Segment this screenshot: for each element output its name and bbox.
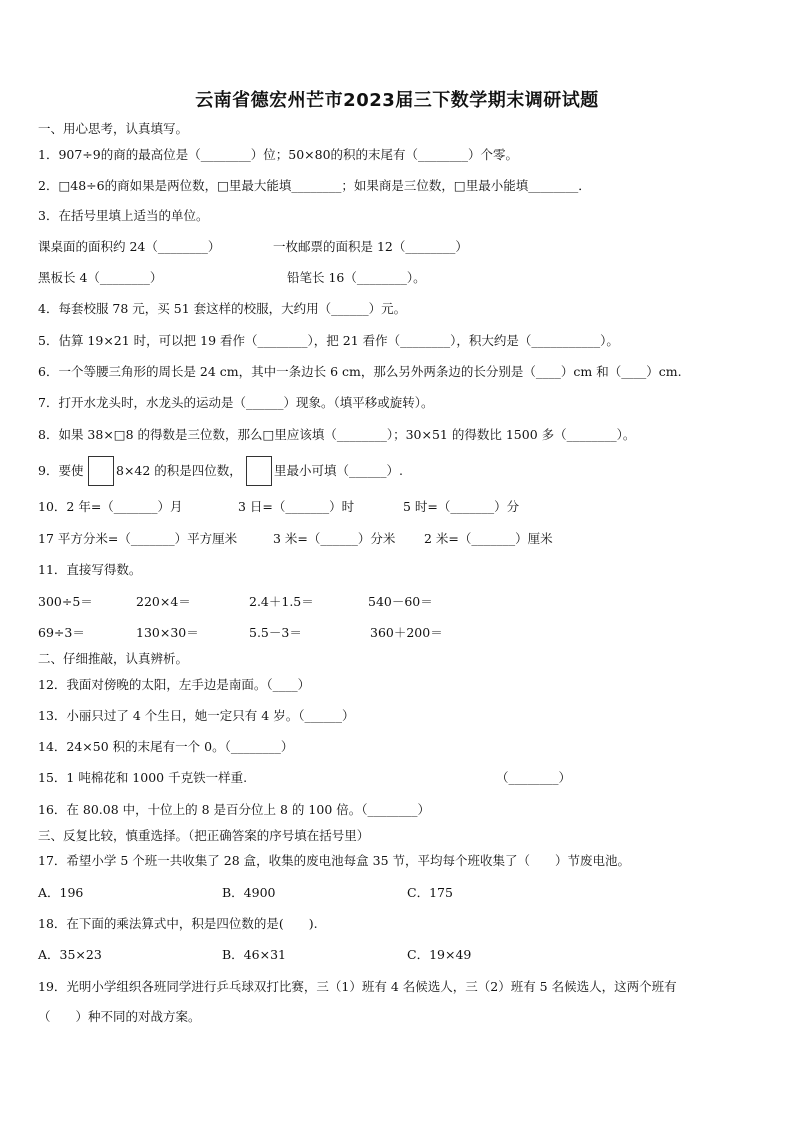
question-14: 14．24×50 积的末尾有一个 0。（________） [38, 739, 294, 754]
question-3d: 铅笔长 16（________）。 [287, 270, 426, 285]
option-b: B．46×31 [222, 947, 286, 962]
option-a: A．196 [38, 885, 84, 900]
question-19-continued: （ ）种不同的对战方案。 [38, 1009, 201, 1024]
question-9-part-a: 9．要使 [38, 463, 84, 478]
calc-item: 2.4＋1.5＝ [249, 594, 314, 609]
question-15-answer: （________） [496, 770, 572, 785]
question-1: 1．907÷9的商的最高位是（________）位；50×80的积的末尾有（________）个零。 [38, 147, 519, 162]
calc-item: 540－60＝ [368, 594, 433, 609]
question-3: 3．在括号里填上适当的单位。 [38, 208, 209, 223]
question-3a: 课桌面的面积约 24（________） [38, 239, 221, 254]
option-c: C．175 [407, 885, 453, 900]
calc-item: 5.5－3＝ [249, 625, 302, 640]
page-title: 云南省德宏州芒市2023届三下数学期末调研试题 [195, 90, 599, 111]
calc-item: 69÷3＝ [38, 625, 85, 640]
option-b: B．4900 [222, 885, 276, 900]
question-10b: 3 日=（_______）时 [238, 499, 355, 514]
calc-item: 360＋200＝ [370, 625, 443, 640]
question-10f: 2 米=（_______）厘米 [424, 531, 553, 546]
question-17: 17．希望小学 5 个班一共收集了 28 盒，收集的废电池每盒 35 节，平均每个班收集了（ ）节废电池。 [38, 853, 631, 868]
calc-item: 220×4＝ [136, 594, 191, 609]
question-7: 7．打开水龙头时，水龙头的运动是（______）现象。（填平移或旋转）。 [38, 395, 434, 410]
section-1-heading: 一、用心思考，认真填写。 [38, 121, 189, 136]
question-9-part-c: 里最小可填（______）. [274, 463, 403, 478]
question-19: 19．光明小学组织各班同学进行乒乓球双打比赛，三（1）班有 4 名候选人，三（2）班有 5 名候选人，这两个班有 [38, 979, 677, 994]
question-15: 15．1 吨棉花和 1000 千克铁一样重. [38, 770, 248, 785]
blank-box-2 [246, 456, 272, 486]
option-a: A．35×23 [38, 947, 102, 962]
question-13: 13．小丽只过了 4 个生日，她一定只有 4 岁。（______） [38, 708, 355, 723]
question-10d: 17 平方分米=（_______）平方厘米 [38, 531, 238, 546]
question-11: 11．直接写得数。 [38, 562, 142, 577]
question-18: 18．在下面的乘法算式中，积是四位数的是( ). [38, 916, 318, 931]
calc-item: 300÷5＝ [38, 594, 93, 609]
section-2-heading: 二、仔细推敲，认真辨析。 [38, 651, 189, 666]
question-9-part-b: 8×42 的积是四位数， [116, 463, 242, 478]
question-3b: 一枚邮票的面积是 12（________） [273, 239, 468, 254]
question-10c: 5 时=（_______）分 [403, 499, 520, 514]
calc-item: 130×30＝ [136, 625, 199, 640]
section-3-heading: 三、反复比较，慎重选择。（把正确答案的序号填在括号里） [38, 828, 370, 843]
blank-box-1 [88, 456, 114, 486]
question-6: 6．一个等腰三角形的周长是 24 cm，其中一条边长 6 cm，那么另外两条边的长分别是（____）cm 和（____）cm. [38, 364, 682, 379]
option-c: C．19×49 [407, 947, 472, 962]
question-3c: 黑板长 4（________） [38, 270, 163, 285]
question-2: 2．□48÷6的商如果是两位数，□里最大能填________；如果商是三位数，□里最小能填________． [38, 178, 591, 193]
question-16: 16．在 80.08 中，十位上的 8 是百分位上 8 的 100 倍。（________） [38, 802, 430, 817]
question-10a: 10．2 年=（_______）月 [38, 499, 183, 514]
question-12: 12．我面对傍晚的太阳，左手边是南面。（____） [38, 677, 311, 692]
question-4: 4．每套校服 78 元，买 51 套这样的校服，大约用（______）元。 [38, 301, 407, 316]
question-8: 8．如果 38×□8 的得数是三位数，那么□里应该填（________）；30×51 的得数比 1500 多（________）。 [38, 427, 636, 442]
question-10e: 3 米=（______）分米 [273, 531, 396, 546]
question-5: 5．估算 19×21 时，可以把 19 看作（________），把 21 看作（________），积大约是（___________）。 [38, 333, 619, 348]
